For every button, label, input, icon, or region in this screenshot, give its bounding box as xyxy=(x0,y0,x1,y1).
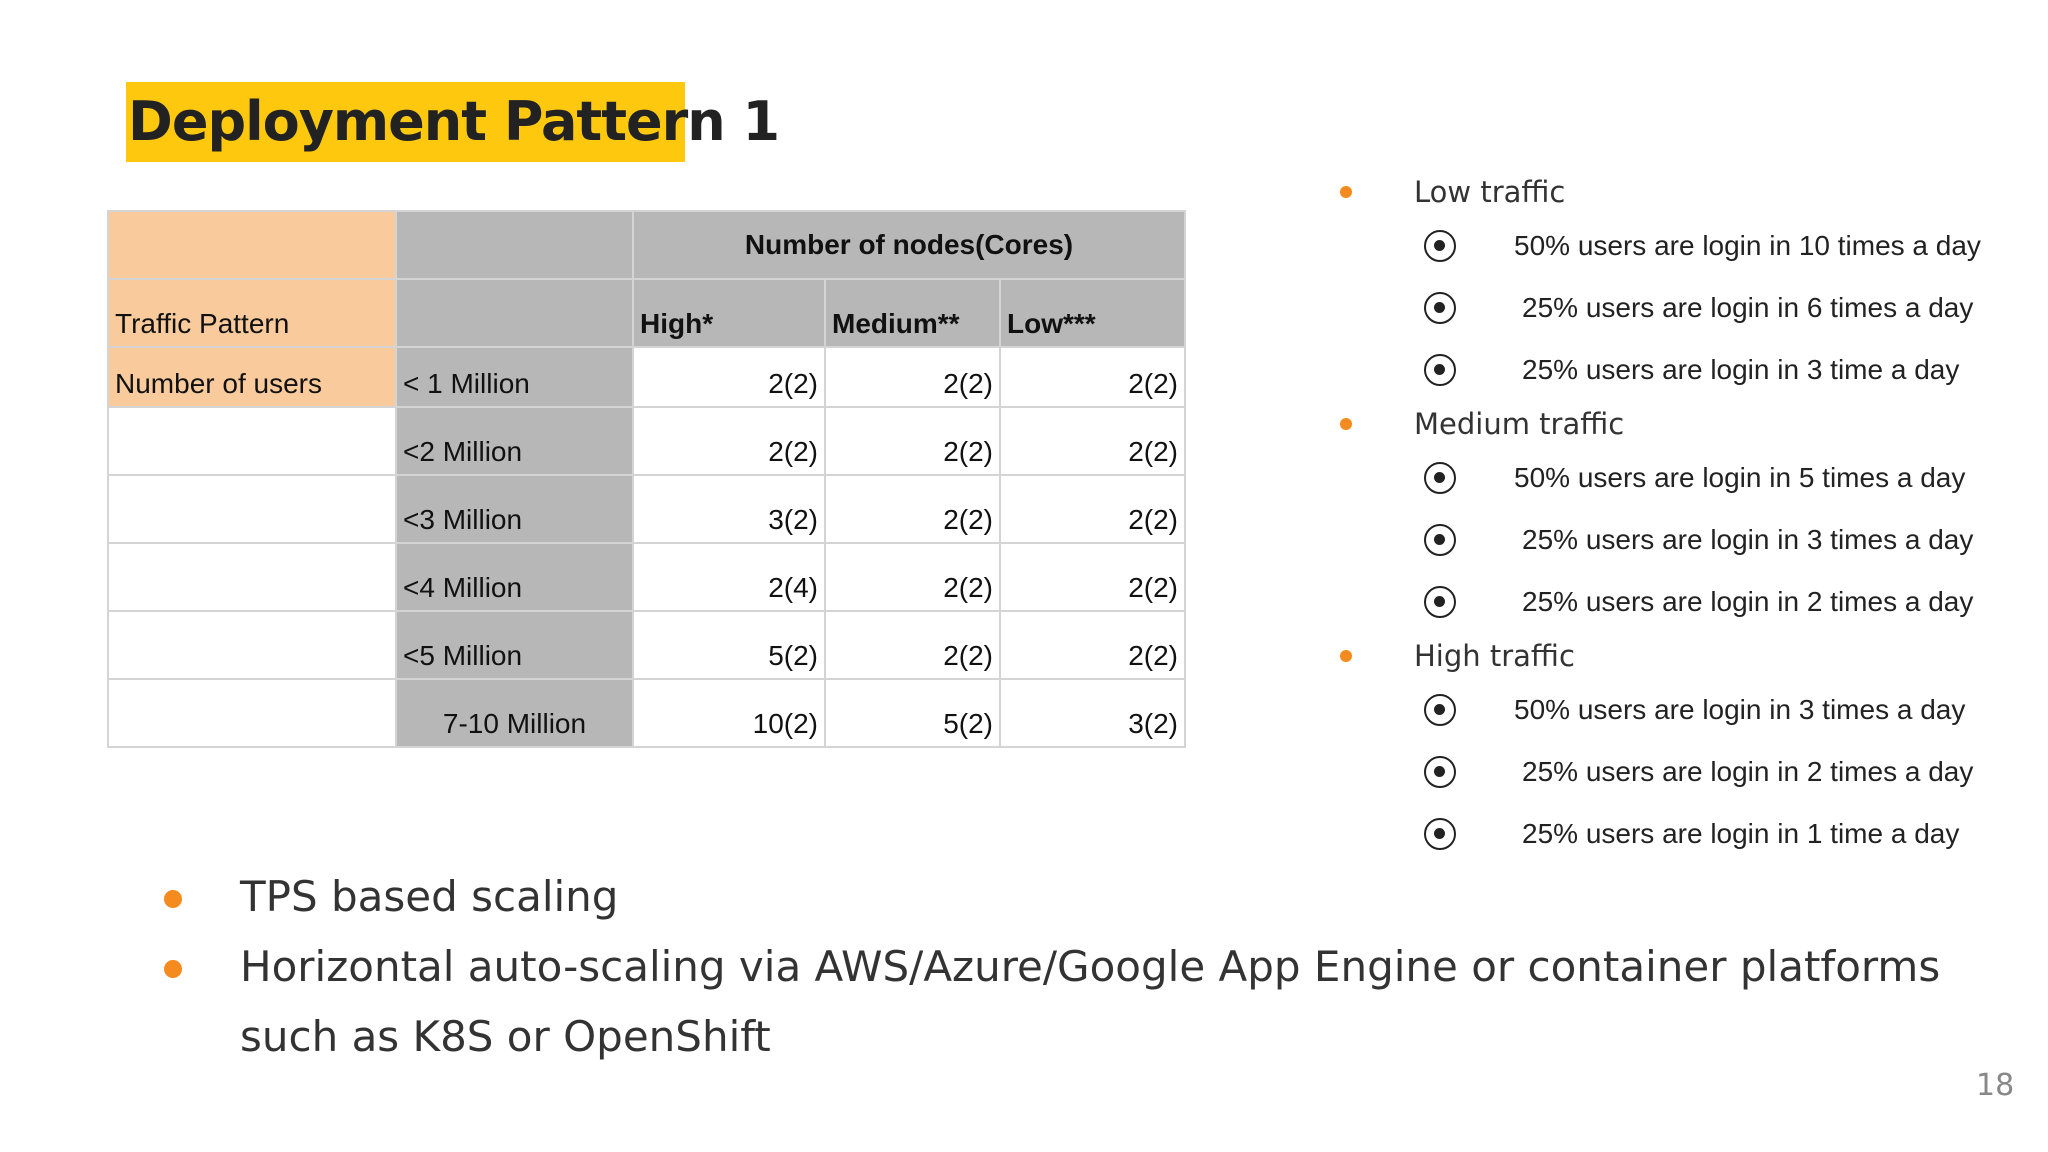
high-cell: 2(2) xyxy=(633,347,825,407)
low-cell: 2(2) xyxy=(1000,347,1185,407)
radio-bullet-icon xyxy=(1424,462,1456,494)
radio-bullet-icon xyxy=(1424,524,1456,556)
list-item-text: 25% users are login in 6 times a day xyxy=(1522,292,1974,323)
bullet-icon xyxy=(1340,186,1352,198)
table-row xyxy=(108,407,1185,475)
radio-bullet-icon xyxy=(1424,756,1456,788)
empty-cell xyxy=(108,611,396,679)
high-cell: 5(2) xyxy=(633,611,825,679)
bullet-text: such as K8S or OpenShift xyxy=(240,1012,771,1061)
radio-bullet-icon xyxy=(1424,818,1456,850)
list-item-text: 50% users are login in 5 times a day xyxy=(1514,462,1966,493)
table-header-row xyxy=(108,211,1185,279)
high-cell: 10(2) xyxy=(633,679,825,747)
col-high-header: High* xyxy=(633,279,825,347)
medium-cell: 2(2) xyxy=(825,475,1000,543)
table-subheader-row xyxy=(108,279,1185,347)
header-empty-cell xyxy=(108,211,396,279)
page-number: 18 xyxy=(1976,1068,2015,1103)
bullet-icon xyxy=(1340,418,1352,430)
bullet-icon xyxy=(1340,650,1352,662)
bullet-item xyxy=(160,932,1940,1002)
traffic-label: High traffic xyxy=(1414,639,1575,673)
low-cell: 3(2) xyxy=(1000,679,1185,747)
range-cell: < 1 Million xyxy=(396,347,633,407)
bullet-icon xyxy=(164,960,182,978)
low-cell: 2(2) xyxy=(1000,543,1185,611)
table-row xyxy=(108,611,1185,679)
empty-cell xyxy=(108,475,396,543)
nodes-header: Number of nodes(Cores) xyxy=(633,211,1185,279)
range-cell: <2 Million xyxy=(396,407,633,475)
list-item-text: 25% users are login in 2 times a day xyxy=(1522,586,1974,617)
medium-cell: 2(2) xyxy=(825,407,1000,475)
high-cell: 2(2) xyxy=(633,407,825,475)
radio-bullet-icon xyxy=(1424,230,1456,262)
bullet-item xyxy=(160,862,1940,932)
bullet-text: Horizontal auto-scaling via AWS/Azure/Google App Engine or container platforms xyxy=(240,942,1941,991)
col-low-header: Low*** xyxy=(1000,279,1185,347)
users-label: Number of users xyxy=(108,347,396,407)
empty-cell xyxy=(108,679,396,747)
table-row xyxy=(108,679,1185,747)
radio-bullet-icon xyxy=(1424,586,1456,618)
range-cell: <3 Million xyxy=(396,475,633,543)
list-item-text: 25% users are login in 2 times a day xyxy=(1522,756,1974,787)
bottom-bullets xyxy=(160,862,1940,1072)
header-empty-cell xyxy=(396,211,633,279)
header-empty-cell xyxy=(396,279,633,347)
range-cell: <4 Million xyxy=(396,543,633,611)
radio-bullet-icon xyxy=(1424,694,1456,726)
list-item-text: 25% users are login in 1 time a day xyxy=(1522,818,1960,849)
range-cell: <5 Million xyxy=(396,611,633,679)
table-row xyxy=(108,347,1185,407)
range-cell: 7-10 Million xyxy=(396,679,633,747)
high-cell: 3(2) xyxy=(633,475,825,543)
traffic-label: Medium traffic xyxy=(1414,407,1625,441)
bullet-icon xyxy=(164,890,182,908)
radio-bullet-icon xyxy=(1424,292,1456,324)
nodes-table xyxy=(107,210,1186,748)
medium-cell: 2(2) xyxy=(825,611,1000,679)
col-medium-header: Medium** xyxy=(825,279,1000,347)
medium-cell: 5(2) xyxy=(825,679,1000,747)
low-cell: 2(2) xyxy=(1000,407,1185,475)
table-row xyxy=(108,543,1185,611)
list-item-text: 25% users are login in 3 times a day xyxy=(1522,524,1974,555)
list-item-text: 25% users are login in 3 time a day xyxy=(1522,354,1960,385)
low-cell: 2(2) xyxy=(1000,475,1185,543)
slide-title: Deployment Pattern 1 xyxy=(126,82,685,162)
bullet-text: TPS based scaling xyxy=(240,872,619,921)
list-item-text: 50% users are login in 3 times a day xyxy=(1514,694,1966,725)
empty-cell xyxy=(108,543,396,611)
low-cell: 2(2) xyxy=(1000,611,1185,679)
high-cell: 2(4) xyxy=(633,543,825,611)
medium-cell: 2(2) xyxy=(825,347,1000,407)
table-row xyxy=(108,475,1185,543)
radio-bullet-icon xyxy=(1424,354,1456,386)
traffic-pattern-label: Traffic Pattern xyxy=(108,279,396,347)
medium-cell: 2(2) xyxy=(825,543,1000,611)
empty-cell xyxy=(108,407,396,475)
list-item-text: 50% users are login in 10 times a day xyxy=(1514,230,1981,261)
traffic-label: Low traffic xyxy=(1414,175,1566,209)
bullet-continuation xyxy=(160,1002,1940,1072)
